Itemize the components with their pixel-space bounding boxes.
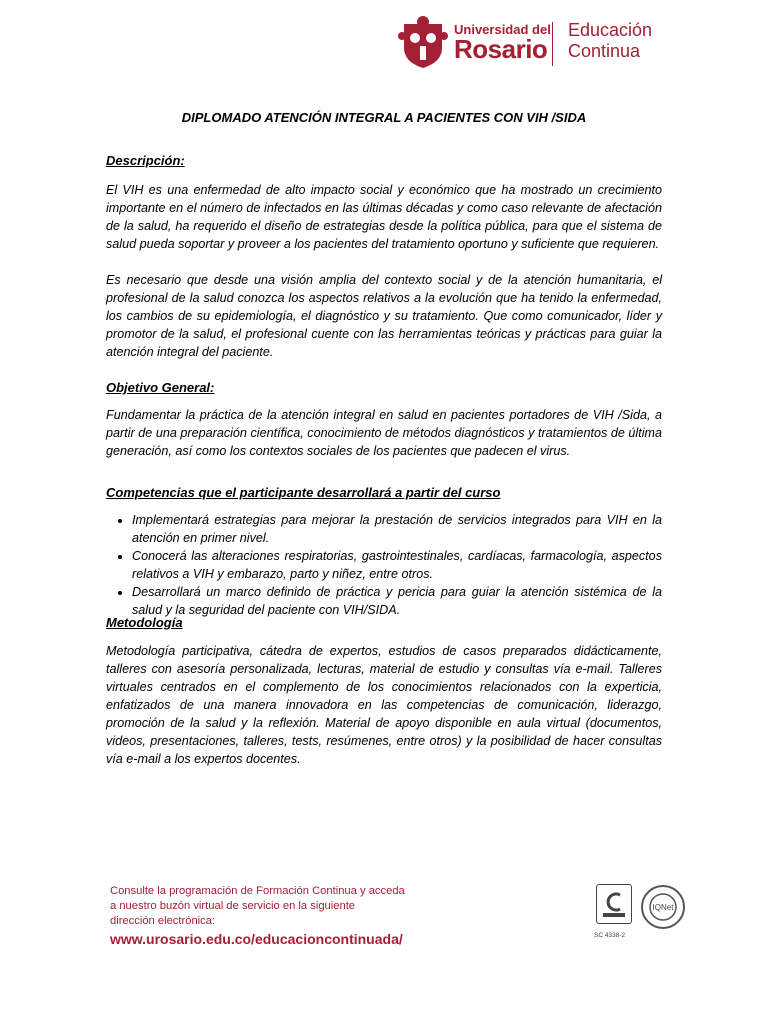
certification-code: SC 4338-2 (594, 932, 626, 939)
heading-metodologia: Metodología (106, 615, 183, 630)
icontec-certification-badge (594, 884, 630, 939)
footer-note (110, 884, 440, 929)
footer-url-link[interactable]: www.urosario.edu.co/educacioncontinuada/ (110, 931, 403, 947)
heading-descripcion: Descripción: (106, 153, 185, 168)
list-item: • Desarrollará un marco definido de práctica y pericia para guiar la atención sistémica de la salud y la seguridad del paciente con VIH/SIDA. (132, 583, 662, 619)
section-objetivo (106, 379, 662, 460)
list-item: • Conocerá las alteraciones respiratorias, gastrointestinales, cardíacas, farmacología, aspectos relativos a VIH y embarazo, parto y niñez, entre otros. (132, 547, 662, 583)
descripcion-paragraph-2: Es necesario que desde una visión amplia del contexto social y de la atención humanitaria, el profesional de la salud conozca los aspectos relativos a la evolución que ha tenido la enfermedad, los cambios de su epidemiología, el diagnóstico y su tratamiento. Que como comunicador, líder y promotor de la salud, el profesional cuente con las herramientas teóricas y prácticas para guiar la atención integral del paciente. (106, 273, 662, 359)
logo-divider (552, 22, 553, 66)
objetivo-paragraph: Fundamentar la práctica de la atención integral en salud en pacientes portadores de VIH /Sida, a partir de una preparación científica, conocimiento de métodos diagnósticos y tratamientos de última generación, así como los contextos sociales de los pacientes que padecen el virus. (106, 408, 662, 458)
university-logo (398, 14, 658, 70)
heading-competencias: Competencias que el participante desarrollará a partir del curso (106, 485, 501, 500)
iqnet-label: IQNet (652, 903, 674, 912)
heading-objetivo: Objetivo General: (106, 380, 215, 395)
footer-contact (110, 884, 440, 947)
descripcion-paragraph-1: El VIH es una enfermedad de alto impacto social y económico que ha mostrado un crecimiento importante en el número de infectados en las últimas décadas y como caso relevante de afectación de la salud, ha requerido el diseño de estrategias desde la política pública, para que el sistema de salud pueda soportar y proveer a los pacientes del tratamiento oportuno y suficiente que requieren. (106, 183, 662, 251)
unit-name-line2: Continua (568, 41, 641, 61)
list-item: • Implementará estrategias para mejorar la prestación de servicios integrados para VIH en la atención en primer nivel. (132, 511, 662, 547)
section-competencias (106, 484, 662, 619)
metodologia-paragraph: Metodología participativa, cátedra de expertos, estudios de casos preparados didácticamente, talleres con asesoría personalizada, lecturas, material de estudio y consultas vía e-mail. Talleres virtuales centrados en el complemento de los conocimientos relacionados con la experticia, enfatizados de una manera innovadora en las competencias de comunicación, liderazgo, promoción de la salud y la reflexión. Material de apoyo disponible en aula virtual (documentos, videos, presentaciones, talleres, tests, resúmenes, entre otros) y la posibilidad de hacer consultas vía e-mail a los expertos docentes. (106, 644, 662, 766)
footer-note-line2: a nuestro buzón virtual de servicio en la siguiente (110, 900, 356, 912)
university-crest-icon (398, 14, 448, 70)
university-name-line2: Rosario (454, 34, 548, 64)
footer-note-line3: dirección electrónica: (110, 915, 216, 927)
certification-seal-icon (596, 884, 632, 924)
footer-note-line1: Consulte la programación de Formación Continua y acceda (110, 885, 405, 897)
document-title: DIPLOMADO ATENCIÓN INTEGRAL A PACIENTES CON VIH /SIDA (181, 110, 587, 125)
unit-name-line1: Educación (568, 20, 653, 40)
unit-name (568, 20, 652, 62)
section-descripcion (106, 152, 662, 361)
iqnet-certification-badge (640, 884, 686, 930)
section-metodologia (106, 614, 662, 768)
university-name-line1: Universidad del (454, 22, 551, 37)
iqnet-seal-icon (640, 884, 686, 930)
competencias-list (106, 511, 662, 619)
